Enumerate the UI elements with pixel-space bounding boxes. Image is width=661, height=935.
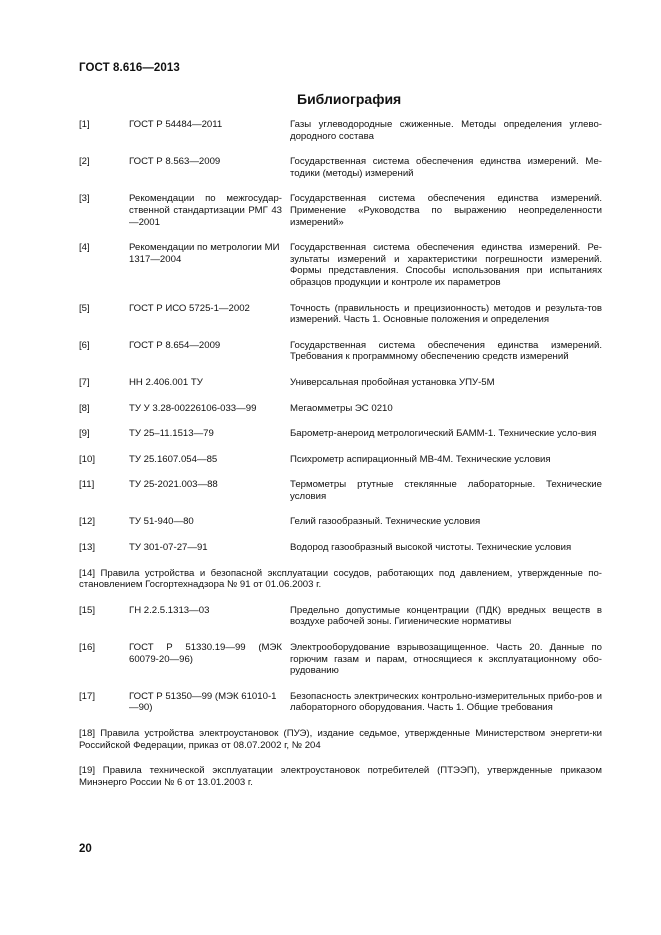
entry-number: [10] bbox=[79, 453, 96, 465]
bibliography-entry bbox=[79, 605, 602, 628]
entry-description: Электрооборудование взрывозащищенное. Часть 20. Данные по горючим газам и парам, относящиеся к эксплуатационному обо-рудованию bbox=[290, 642, 602, 677]
bibliography-entry bbox=[79, 340, 602, 363]
bibliography-entry bbox=[79, 454, 602, 466]
entry-description: Безопасность электрических контрольно-измерительных прибо-ров и лабораторного оборудования. Часть 1. Общие требования bbox=[290, 690, 602, 714]
entry-number: [11] bbox=[79, 479, 95, 491]
entry-description: Государственная система обеспечения единства измерений. Требования к программному обеспечению средств измерений bbox=[290, 339, 602, 363]
entry-description: Точность (правильность и прецизионность) методов и результа-тов измерений. Часть 1. Основные положения и определения bbox=[290, 302, 602, 326]
entry-description: Барометр-анероид метрологический БАММ-1. Технические усло-вия bbox=[290, 428, 597, 440]
entry-number: [8] bbox=[79, 402, 90, 414]
bibliography-entry bbox=[79, 691, 602, 714]
bibliography-entry bbox=[79, 479, 602, 502]
entry-document: ТУ 25.1607.054—85 bbox=[129, 453, 218, 465]
bibliography-entry bbox=[79, 428, 602, 440]
bibliography-entry bbox=[79, 242, 602, 288]
bibliography-entry bbox=[79, 542, 602, 554]
entry-description: Психрометр аспирационный МВ-4М. Технические условия bbox=[290, 453, 551, 465]
bibliography-entry bbox=[79, 403, 602, 415]
bibliography-entry bbox=[79, 516, 602, 528]
entry-document: ГОСТ Р 8.563—2009 bbox=[129, 156, 221, 168]
bibliography-paragraph: [19] Правила технической эксплуатации электроустановок потребителей (ПТЭЭП), утвержденные приказом Минэнерго России № 6 от 13.01.2003 г. bbox=[79, 765, 602, 788]
entry-description: Универсальная пробойная установка УПУ-5М bbox=[290, 376, 495, 388]
entry-number: [4] bbox=[79, 242, 90, 254]
entry-number: [3] bbox=[79, 193, 90, 205]
entry-number: [12] bbox=[79, 516, 96, 528]
entry-document: ТУ У 3.28-00226106-033—99 bbox=[129, 402, 257, 414]
entry-number: [17] bbox=[79, 690, 96, 702]
entry-document: ГОСТ Р 8.654—2009 bbox=[129, 339, 221, 351]
section-title: Библиография bbox=[297, 91, 402, 107]
entry-document: ТУ 301-07-27—91 bbox=[129, 542, 208, 554]
entry-description: Газы углеводородные сжиженные. Методы определения углево-дородного состава bbox=[290, 119, 602, 142]
entry-number: [9] bbox=[79, 428, 90, 440]
entry-number: [1] bbox=[79, 119, 90, 130]
entry-description: Термометры ртутные стеклянные лабораторные. Технические условия bbox=[290, 479, 602, 502]
bibliography-list bbox=[79, 117, 602, 788]
entry-description: Предельно допустимые концентрации (ПДК) вредных веществ в воздухе рабочей зоны. Гигиенические нормативы bbox=[290, 604, 602, 628]
entry-number: [16] bbox=[79, 642, 96, 654]
entry-document: Рекомендации по межгосудар-ственной стандартизации РМГ 43—2001 bbox=[129, 193, 282, 228]
entry-document: ГОСТ Р 51350—99 (МЭК 61010-1—90) bbox=[129, 690, 277, 714]
entry-description: Государственная система обеспечения единства измерений. Ре-зультаты измерений и характеристики погрешности измерений. Формы представления. Способы использования при испытаниях образцов продукции и контроле их параметров bbox=[290, 242, 602, 288]
entry-description: Водород газообразный высокой чистоты. Технические условия bbox=[290, 542, 572, 554]
bibliography-entry bbox=[79, 377, 602, 389]
entry-document: ТУ 25–11.1513—79 bbox=[129, 428, 214, 440]
bibliography-paragraph: [14] Правила устройства и безопасной эксплуатации сосудов, работающих под давлением, утвержденные по-становлением Госгортехнадзора № 91 от 01.06.2003 г. bbox=[79, 567, 602, 591]
bibliography-entry bbox=[79, 303, 602, 326]
entry-document: ГОСТ Р 51330.19—99 (МЭК 60079-20—96) bbox=[129, 642, 282, 665]
bibliography-entry bbox=[79, 156, 602, 179]
entry-document: ТУ 25-2021.003—88 bbox=[129, 479, 218, 491]
bibliography-paragraph: [18] Правила устройства электроустановок (ПУЭ), издание седьмое, утвержденные Министерством энергети-ки Российской Федерации, приказ от 08.07.2002 г, № 204 bbox=[79, 728, 602, 751]
entry-document: ГОСТ Р 54484—2011 bbox=[129, 119, 223, 130]
entry-number: [2] bbox=[79, 156, 90, 168]
page-number: 20 bbox=[79, 843, 92, 855]
entry-document: ТУ 51-940—80 bbox=[129, 516, 194, 528]
entry-description: Мегаомметры ЭС 0210 bbox=[290, 402, 393, 414]
document-code: ГОСТ 8.616—2013 bbox=[79, 62, 180, 74]
entry-number: [7] bbox=[79, 376, 90, 388]
bibliography-entry bbox=[79, 119, 602, 142]
entry-document: НН 2.406.001 ТУ bbox=[129, 376, 203, 388]
entry-number: [5] bbox=[79, 302, 90, 314]
entry-description: Гелий газообразный. Технические условия bbox=[290, 516, 481, 528]
entry-number: [13] bbox=[79, 542, 96, 554]
bibliography-entry bbox=[79, 642, 602, 677]
entry-description: Государственная система обеспечения единства измерений. Применение «Руководства по выражению неопределенности измерений» bbox=[290, 193, 602, 228]
entry-document: ГОСТ Р ИСО 5725-1—2002 bbox=[129, 302, 250, 314]
entry-document: Рекомендации по метрологии МИ 1317—2004 bbox=[129, 242, 280, 265]
entry-number: [15] bbox=[79, 604, 96, 616]
entry-document: ГН 2.2.5.1313—03 bbox=[129, 604, 210, 616]
bibliography-entry bbox=[79, 193, 602, 228]
entry-number: [6] bbox=[79, 339, 90, 351]
entry-description: Государственная система обеспечения единства измерений. Ме-тодики (методы) измерений bbox=[290, 156, 602, 179]
